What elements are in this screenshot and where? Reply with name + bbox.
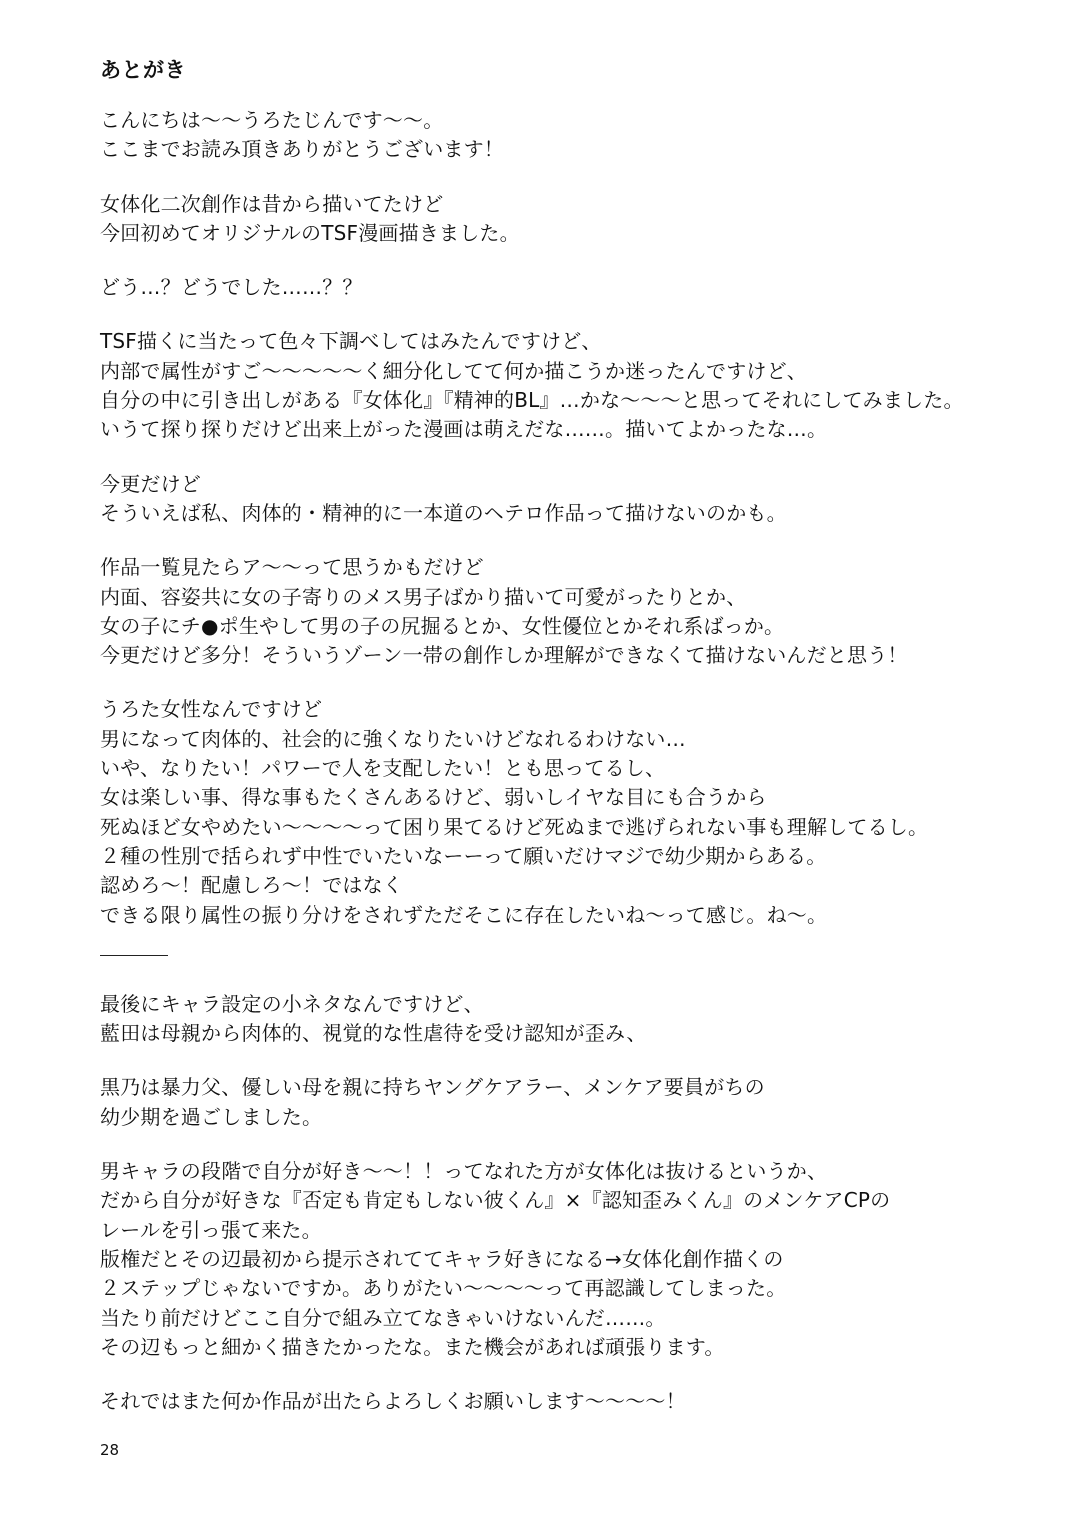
text-line: いうて探り探りだけど出来上がった漫画は萌えだな……。描いてよかったな…。	[100, 417, 828, 442]
text-line: ここまでお読み頂きありがとうございます！	[100, 137, 504, 162]
text-line: 藍田は母親から肉体的、視覚的な性虐待を受け認知が歪み、	[100, 1021, 647, 1046]
text-line: 当たり前だけどここ自分で組み立てなきゃいけないんだ……。	[100, 1305, 666, 1330]
text-line: 幼少期を過ごしました。	[100, 1104, 323, 1129]
paragraph	[100, 273, 1070, 302]
paragraph	[100, 1073, 1070, 1132]
text-line: 男キャラの段階で自分が好き〜〜！！ってなれた方が女体化は抜けるというか、	[100, 1159, 828, 1184]
text-line: ２種の性別で括られず中性でいたいなーーって願いだけマジで幼少期からある。	[100, 843, 827, 868]
text-line: レールを引っ張て来た。	[100, 1217, 322, 1242]
paragraph	[100, 327, 1070, 444]
text-line: 今更だけど多分！そういうゾーン一帯の創作しか理解ができなくて描けないんだと思う！	[100, 643, 908, 668]
paragraph	[100, 106, 1070, 165]
paragraph	[100, 1387, 1070, 1416]
text-line: ２ステップじゃないですか。ありがたい〜〜〜〜って再認識してしまった。	[100, 1276, 787, 1301]
text-line: こんにちは〜〜うろたじんです〜〜。	[100, 108, 444, 132]
text-line: 内部で属性がすご〜〜〜〜〜く細分化してて何か描こうか迷ったんですけど、	[100, 358, 807, 383]
text-line: 自分の中に引き出しがある『女体化』『精神的BL』…かな〜〜〜と思ってそれにしてみました。	[100, 388, 964, 413]
text-line: 最後にキャラ設定の小ネタなんですけど、	[100, 991, 484, 1016]
text-line: TSF描くに当たって色々下調べしてはみたんですけど、	[100, 329, 602, 354]
text-line: 女は楽しい事、得な事もたくさんあるけど、弱いしイヤな目にも合うから	[100, 785, 767, 810]
text-line: その辺もっと細かく描きたかったな。また機会があれば頑張ります。	[100, 1334, 725, 1359]
paragraph	[100, 990, 1070, 1049]
paragraph	[100, 553, 1070, 670]
text-line: いや、なりたい！パワーで人を支配したい！とも思ってるし、	[100, 756, 666, 781]
text-line: 今回初めてオリジナルのTSF漫画描きました。	[100, 220, 520, 245]
text-line: 男になって肉体的、社会的に強くなりたいけどなれるわけない…	[100, 726, 686, 751]
text-line: 今更だけど	[100, 471, 201, 496]
text-line: それではまた何か作品が出たらよろしくお願いします〜〜〜〜！	[100, 1389, 686, 1414]
afterword-section-character-notes	[100, 990, 1070, 1417]
text-line: 黒乃は暴力父、優しい母を親に持ちヤングケアラー、メンケア要員がちの	[100, 1075, 765, 1100]
paragraph	[100, 1157, 1070, 1362]
paragraph	[100, 190, 1070, 249]
afterword-section-main	[100, 106, 1070, 930]
text-line: できる限り属性の振り分けをされずただそこに存在したいね〜って感じ。ね〜。	[100, 902, 828, 927]
text-line: 版権だとその辺最初から提示されててキャラ好きになる→女体化創作描くの	[100, 1246, 784, 1271]
afterword-body	[100, 106, 1070, 1441]
text-line: そういえば私、肉体的・精神的に一本道のヘテロ作品って描けないのかも。	[100, 500, 787, 525]
text-line: 女の子にチ●ポ生やして男の子の尻掘るとか、女性優位とかそれ系ばっか。	[100, 613, 785, 638]
text-line: 死ぬほど女やめたい〜〜〜〜って困り果てるけど死ぬまで逃げられない事も理解してるし。	[100, 814, 929, 839]
page-number: 28	[100, 1441, 120, 1459]
text-line: だから自分が好きな『否定も肯定もしない彼くん』×『認知歪みくん』のメンケアCPの	[100, 1188, 891, 1213]
page-title: あとがき	[100, 58, 186, 82]
text-line: 作品一覧見たらア〜〜って思うかもだけど	[100, 555, 484, 580]
text-line: 女体化二次創作は昔から描いてたけど	[100, 191, 444, 216]
text-line: 認めろ〜！配慮しろ〜！ではなく	[100, 873, 403, 898]
text-line: どう…？どうでした……？？	[100, 275, 363, 300]
paragraph	[100, 695, 1070, 929]
text-line: うろた女性なんですけど	[100, 697, 323, 722]
text-line: 内面、容姿共に女の子寄りのメス男子ばかり描いて可愛がったりとか、	[100, 584, 747, 609]
paragraph	[100, 470, 1070, 529]
section-divider	[100, 955, 168, 956]
